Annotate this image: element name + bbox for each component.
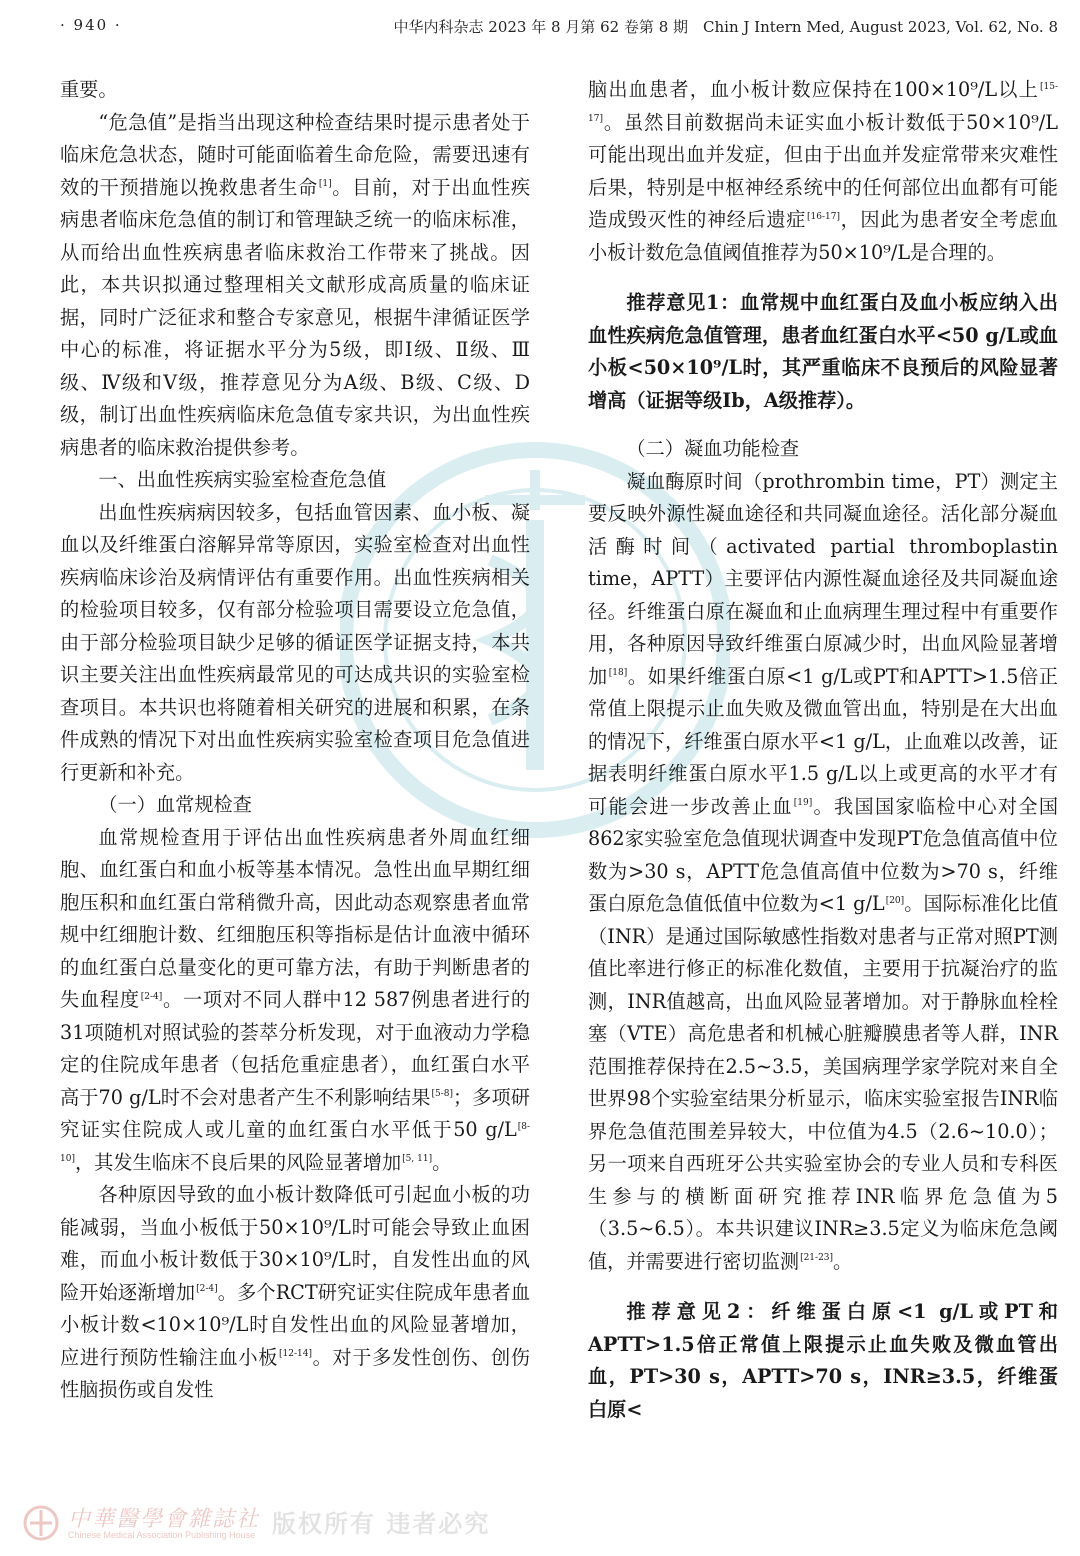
section-heading-lab-critical-values: 一、出血性疾病实验室检查危急值 <box>98 468 387 491</box>
subsection-heading-blood-routine: （一）血常规检查 <box>98 793 252 816</box>
paragraph-continued: 重要。 <box>60 78 118 101</box>
paragraph-platelet-count: 各种原因导致的血小板计数降低可引起血小板的功能减弱，当血小板低于50×10⁹/L时可能会导致止血困难，而血小板计数低于30×10⁹/L时，自发性出血的风险开始逐渐增加[2-4]。多个RCT研究证实住院成年患者血小板计数<10×10⁹/L时自发性出血的风险显著增加，应进行预防性输注血小板[12-14]。对于多发性创伤、创伤性脑损伤或自发性 <box>60 1183 531 1401</box>
running-header <box>60 14 1058 44</box>
publisher-logo-english: Chinese Medical Association Publishing House <box>68 1530 256 1540</box>
citation-ref: [18] <box>608 668 628 679</box>
publisher-logo-watermark <box>22 1500 492 1546</box>
recommendation-1: 推荐意见1：血常规中血红蛋白及血小板应纳入出血性疾病危急值管理，患者血红蛋白水平<50 g/L或血小板<50×10⁹/L时，其严重临床不良预后的风险显著增高（证据等级Ⅰb，A级推荐）。 <box>588 291 1058 412</box>
citation-ref: [1] <box>318 179 332 190</box>
citation-ref: [16-17] <box>807 211 840 222</box>
publisher-logo-text: 中華醫學會雜誌社 <box>68 1507 261 1532</box>
right-column <box>588 74 1058 1426</box>
citation-ref: [5-8] <box>431 1089 453 1100</box>
citation-ref: [5, 11] <box>402 1154 433 1165</box>
citation-ref: [2-4] <box>196 1284 218 1295</box>
citation-ref: [21-23] <box>800 1253 834 1264</box>
citation-ref: [19] <box>793 798 813 809</box>
journal-citation-line: 中华内科杂志 2023 年 8 月第 62 卷第 8 期 Chin J Intern Med, August 2023, Vol. 62, No. 8 <box>393 18 1058 36</box>
citation-ref: [15-17] <box>588 81 1058 125</box>
citation-ref: [8-10] <box>60 1121 530 1165</box>
paragraph-lab-items: 出血性疾病病因较多，包括血管因素、血小板、凝血以及纤维蛋白溶解异常等原因，实验室检查对出血性疾病临床诊治及病情评估有重要作用。出血性疾病相关的检验项目较多，仅有部分检验项目需要设立危急值，由于部分检验项目缺少足够的循证医学证据支持，本共识主要关注出血性疾病最常见的可达成共识的实验室检查项目。本共识也将随着相关研究的进展和积累，在条件成熟的情况下对出血性疾病实验室检查项目危急值进行更新和补充。 <box>60 500 530 784</box>
copyright-watermark: 版权所有 违者必究 <box>272 1509 491 1538</box>
paragraph-blood-routine: 血常规检查用于评估出血性疾病患者外周血红细胞、血红蛋白和血小板等基本情况。急性出血早期红细胞压积和血红蛋白常稍微升高，因此动态观察患者血常规中红细胞计数、红细胞压积等指标是估计血液中循环的血红蛋白总量变化的更可靠方法，有助于判断患者的失血程度[2-4]。一项对不同人群中12 587例患者进行的31项随机对照试验的荟萃分析发现，对于血液动力学稳定的住院成年患者（包括危重症患者），血红蛋白水平高于70 g/L时不会对患者产生不利影响结果[5-8]；多项研究证实住院成人或儿童的血红蛋白水平低于50 g/L[8-10]，其发生临床不良后果的风险显著增加[5, 11]。 <box>60 825 531 1174</box>
citation-ref: [20] <box>885 895 905 906</box>
left-column <box>60 74 530 1407</box>
recommendation-2: 推荐意见2：纤维蛋白原<1 g/L或PT和APTT>1.5倍正常值上限提示止血失败及微血管出血，PT>30 s，APTT>70 s，INR≥3.5，纤维蛋白原< <box>588 1300 1058 1421</box>
citation-ref: [12-14] <box>279 1349 312 1360</box>
page-number: · 940 · <box>60 16 122 34</box>
paragraph-critical-value-definition: “危急值”是指当出现这种检查结果时提示患者处于临床危急状态，随时可能面临着生命危险，需要迅速有效的干预措施以挽救患者生命[1]。目前，对于出血性疾病患者临床危急值的制订和管理缺乏统一的临床标准，从而给出血性疾病患者临床救治工作带来了挑战。因此，本共识拟通过整理相关文献形成高质量的临床证据，同时广泛征求和整合专家意见，根据牛津循证医学中心的标准，将证据水平分为5级，即Ⅰ级、Ⅱ级、Ⅲ级、Ⅳ级和Ⅴ级，推荐意见分为A级、B级、C级、D级，制订出血性疾病临床危急值专家共识，为出血性疾病患者的临床救治提供参考。 <box>60 110 531 459</box>
cma-logo-icon <box>22 1504 60 1542</box>
citation-ref: [2-4] <box>140 991 163 1002</box>
paragraph-coagulation: 凝血酶原时间（prothrombin time，PT）测定主要反映外源性凝血途径和共同凝血途径。活化部分凝血活酶时间（activated partial thromboplastin time，APTT）主要评估内源性凝血途径及共同凝血途径。纤维蛋白原在凝血和止血病理生理过程中有重要作用，各种原因导致纤维蛋白原减少时，出血风险显著增加[18]。如果纤维蛋白原<1 g/L或PT和APTT>1.5倍正常值上限提示止血失败及微血管出血，特别是在大出血的情况下，纤维蛋白原水平<1 g/L，止血难以改善，证据表明纤维蛋白原水平1.5 g/L以上或更高的水平才有可能会进一步改善止血[19]。我国国家临检中心对全国862家实验室危急值现状调查中发现PT危急值高值中位数为>30 s，APTT危急值高值中位数为>70 s，纤维蛋白原危急值低值中位数为<1 g/L[20]。国际标准化比值（INR）是通过国际敏感性指数对患者与正常对照PT测值比率进行修正的标准化数值，主要用于抗凝治疗的监测，INR值越高，出血风险显著增加。对于静脉血栓栓塞（VTE）高危患者和机械心脏瓣膜患者等人群，INR范围推荐保持在2.5~3.5，美国病理学家学院对来自全世界98个实验室结果分析显示，临床实验室报告INR临界危急值范围差异较大，中位值为4.5（2.6~10.0）；另一项来自西班牙公共实验室协会的专业人员和专科医生参与的横断面研究推荐INR临界危急值为5（3.5~6.5）。本共识建议INR≥3.5定义为临床危急阈值，并需要进行密切监测[21-23]。 <box>588 469 1059 1273</box>
paragraph-platelet-continued: 脑出血患者，血小板计数应保持在100×10⁹/L以上[15-17]。虽然目前数据尚未证实血小板计数低于50×10⁹/L可能出现出血并发症，但由于出血并发症常带来灾难性后果，特别是中枢神经系统中的任何部位出血都有可能造成毁灭性的神经后遗症[16-17]，因此为患者安全考虑血小板计数危急值阈值推荐为50×10⁹/L是合理的。 <box>588 78 1058 264</box>
subsection-heading-coagulation: （二）凝血功能检查 <box>626 437 800 460</box>
